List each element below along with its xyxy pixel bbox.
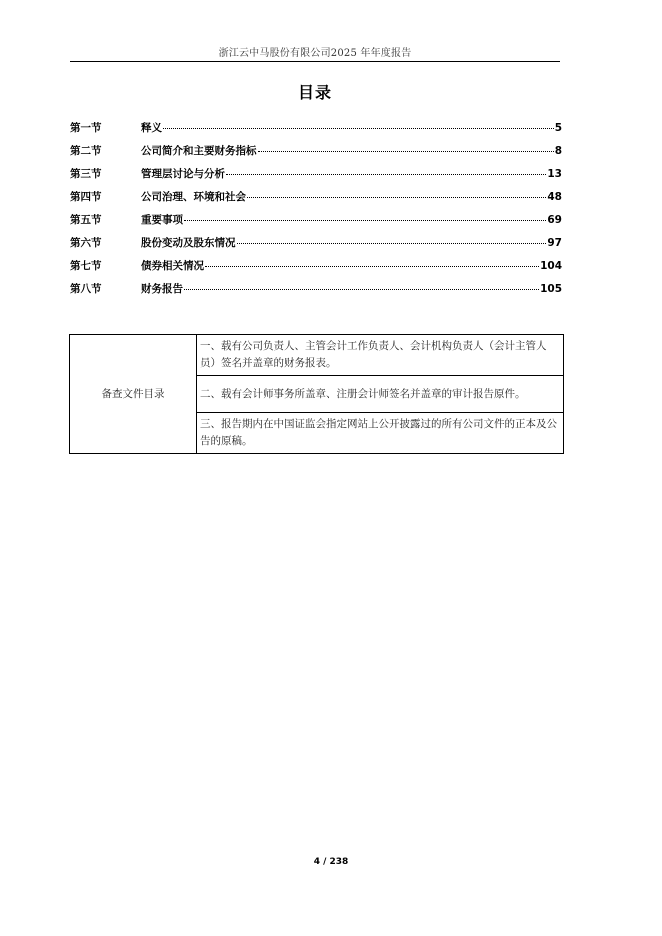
- toc-section-number: 第七节: [70, 260, 102, 272]
- toc-entry-1[interactable]: [70, 120, 562, 143]
- toc-page-number: 104: [540, 260, 562, 272]
- toc-leader-dots: [184, 220, 546, 221]
- toc-section-title: 管理层讨论与分析: [141, 168, 225, 180]
- toc-section-title: 财务报告: [141, 283, 183, 295]
- page-title: 目录: [297, 83, 332, 102]
- toc-section-title: 公司简介和主要财务指标: [141, 145, 257, 157]
- table-of-contents: [70, 120, 562, 304]
- reference-documents-table: [69, 334, 564, 454]
- toc-entry-8[interactable]: [70, 281, 562, 304]
- toc-entry-2[interactable]: [70, 143, 562, 166]
- toc-section-title: 公司治理、环境和社会: [141, 191, 246, 203]
- toc-leader-dots: [205, 266, 539, 267]
- toc-leader-dots: [226, 174, 546, 175]
- toc-section-number: 第一节: [70, 122, 102, 134]
- page-number-indicator: 4 / 238: [313, 857, 349, 867]
- toc-section-number: 第四节: [70, 191, 102, 203]
- toc-section-number: 第三节: [70, 168, 102, 180]
- toc-section-number: 第八节: [70, 283, 102, 295]
- toc-page-number: 13: [547, 168, 562, 180]
- reference-document-item-1: 一、载有公司负责人、主管会计工作负责人、会计机构负责人（会计主管人员）签名并盖章的财务报表。: [197, 335, 564, 376]
- toc-entry-7[interactable]: [70, 258, 562, 281]
- toc-leader-dots: [163, 128, 554, 129]
- toc-section-title: 债券相关情况: [141, 260, 204, 272]
- reference-document-item-3: 三、报告期内在中国证监会指定网站上公开披露过的所有公司文件的正本及公告的原稿。: [197, 413, 564, 454]
- toc-entry-3[interactable]: [70, 166, 562, 189]
- reference-documents-label: 备查文件目录: [70, 335, 197, 454]
- toc-page-number: 97: [547, 237, 562, 249]
- toc-section-title: 股份变动及股东情况: [141, 237, 236, 249]
- toc-page-number: 48: [547, 191, 562, 203]
- header-divider: [70, 61, 560, 62]
- toc-leader-dots: [247, 197, 546, 198]
- toc-section-title: 释义: [141, 122, 162, 134]
- toc-entry-4[interactable]: [70, 189, 562, 212]
- toc-leader-dots: [237, 243, 547, 244]
- toc-page-number: 8: [554, 145, 562, 157]
- toc-section-number: 第五节: [70, 214, 102, 226]
- toc-entry-5[interactable]: [70, 212, 562, 235]
- toc-leader-dots: [184, 289, 539, 290]
- toc-entry-6[interactable]: [70, 235, 562, 258]
- toc-section-number: 第六节: [70, 237, 102, 249]
- toc-page-number: 5: [554, 122, 562, 134]
- report-header: 浙江云中马股份有限公司2025 年年度报告: [218, 48, 412, 59]
- reference-document-item-2: 二、载有会计师事务所盖章、注册会计师签名并盖章的审计报告原件。: [197, 376, 564, 413]
- toc-section-number: 第二节: [70, 145, 102, 157]
- toc-leader-dots: [258, 151, 554, 152]
- toc-page-number: 69: [547, 214, 562, 226]
- toc-section-title: 重要事项: [141, 214, 183, 226]
- toc-page-number: 105: [540, 283, 562, 295]
